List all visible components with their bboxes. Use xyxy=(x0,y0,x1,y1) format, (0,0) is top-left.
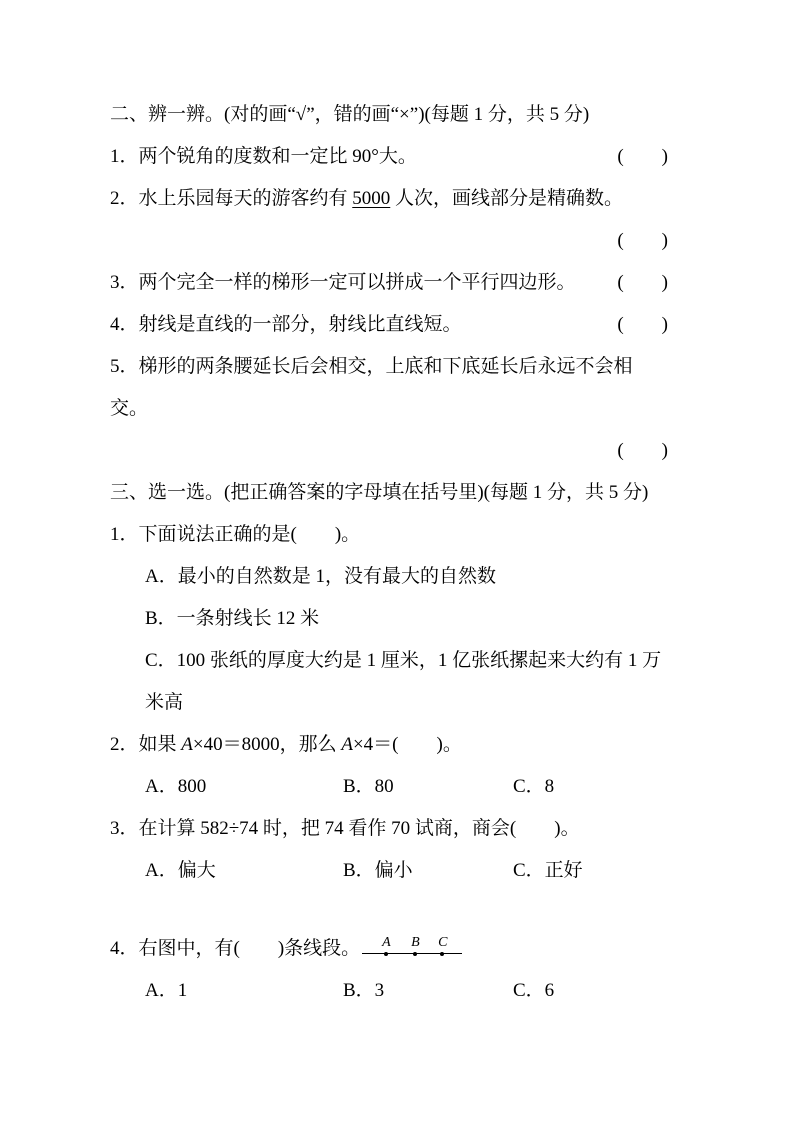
diagram-point-label-a: A xyxy=(382,935,391,950)
tf-item-1-text: 1．两个锐角的度数和一定比 90°大。 xyxy=(110,146,417,167)
tf-item-2 xyxy=(110,178,668,220)
mc-question-3-option-a: A．偏大 xyxy=(145,860,216,881)
tf-item-5 xyxy=(110,346,668,430)
diagram-point-dot-a xyxy=(384,952,388,956)
mc-question-3-option-c: C．正好 xyxy=(513,860,583,881)
mc-question-2-option-c: C．8 xyxy=(513,776,555,797)
mc-question-4-option-b: B．3 xyxy=(343,980,385,1001)
mc-question-3-option-b: B．偏小 xyxy=(343,860,413,881)
mc-question-4 xyxy=(110,928,668,970)
mc-question-1: 1．下面说法正确的是( )。 xyxy=(110,524,361,545)
mc-question-4-option-c: C．6 xyxy=(513,980,555,1001)
section-three-heading: 三、选一选。(把正确答案的字母填在括号里)(每题 1 分，共 5 分) xyxy=(110,482,649,503)
line-segment-diagram xyxy=(362,934,462,958)
diagram-point-dot-c xyxy=(440,952,444,956)
mc-question-1-option-c: C．100 张纸的厚度大约是 1 厘米，1 亿张纸摞起来大约有 1 万米高 xyxy=(145,650,662,713)
tf-item-4-text: 4．射线是直线的一部分，射线比直线短。 xyxy=(110,314,462,335)
section-two-heading: 二、辨一辨。(对的画“√”，错的画“×”)(每题 1 分，共 5 分) xyxy=(110,104,590,125)
mc-question-2-option-a: A．800 xyxy=(145,776,207,797)
tf-item-2-underlined-number: 5000 xyxy=(352,188,391,209)
tf-item-2-answer-blank: ( ) xyxy=(617,230,668,251)
tf-item-2-text-suffix: 人次，画线部分是精确数。 xyxy=(390,188,624,209)
mc-question-2-variable-2: A xyxy=(341,734,353,755)
diagram-point-label-c: C xyxy=(438,935,448,950)
tf-item-5-answer-row xyxy=(110,430,668,472)
tf-item-3-text: 3．两个完全一样的梯形一定可以拼成一个平行四边形。 xyxy=(110,272,576,293)
mc-question-1-option-b: B．一条射线长 12 米 xyxy=(145,608,320,629)
mc-question-2-options xyxy=(110,766,668,808)
mc-question-4-options xyxy=(110,970,668,1012)
tf-item-4-answer-blank: ( ) xyxy=(617,314,668,335)
mc-question-4-option-a: A．1 xyxy=(145,980,188,1001)
tf-item-5-text: 5．梯形的两条腰延长后会相交，上底和下底延长后永远不会相交。 xyxy=(110,356,633,419)
mc-question-3: 3．在计算 582÷74 时，把 74 看作 70 试商，商会( )。 xyxy=(110,818,580,839)
tf-item-3-answer-blank: ( ) xyxy=(617,272,668,293)
section-gap xyxy=(110,892,668,928)
mc-question-4-text: 4．右图中，有( )条线段。 xyxy=(110,938,361,959)
diagram-point-label-b: B xyxy=(411,935,420,950)
mc-question-2-option-b: B．80 xyxy=(343,776,394,797)
tf-item-3 xyxy=(110,262,668,304)
mc-question-2-variable-1: A xyxy=(181,734,193,755)
tf-item-1 xyxy=(110,136,668,178)
tf-item-2-answer-row xyxy=(110,220,668,262)
mc-question-2 xyxy=(110,724,668,766)
mc-question-2-text-suffix: ×4＝( )。 xyxy=(352,734,462,755)
mc-question-1-option-a: A．最小的自然数是 1，没有最大的自然数 xyxy=(145,566,496,587)
mc-question-2-text-prefix: 2．如果 xyxy=(110,734,182,755)
tf-item-4 xyxy=(110,304,668,346)
tf-item-5-answer-blank: ( ) xyxy=(617,440,668,461)
tf-item-2-text-prefix: 2．水上乐园每天的游客约有 xyxy=(110,188,353,209)
mc-question-2-text-mid: ×40＝8000，那么 xyxy=(192,734,342,755)
diagram-line xyxy=(362,953,462,954)
tf-item-1-answer-blank: ( ) xyxy=(617,146,668,167)
mc-question-3-options xyxy=(110,850,668,892)
diagram-point-dot-b xyxy=(413,952,417,956)
